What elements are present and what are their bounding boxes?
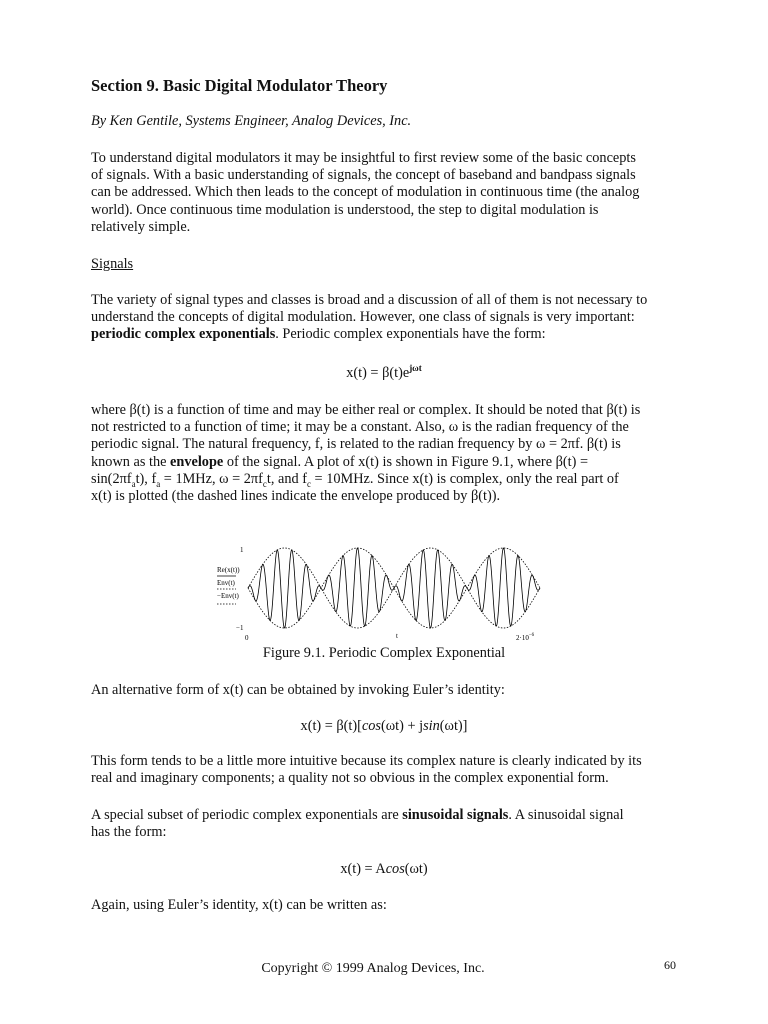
equation-exponent: jωt [409, 363, 422, 374]
paragraph-text: of the signal. A plot of x(t) is shown in Figure 9.1, where β(t) = [223, 453, 589, 470]
y-bottom-tick: −1 [236, 624, 244, 632]
intro-line: can be addressed. Which then leads to the concept of modulation in continuous time (the analog [91, 184, 640, 201]
alt-paragraph: An alternative form of x(t) can be obtained by invoking Euler’s identity: [91, 682, 505, 698]
paragraph-text: . A sinusoidal signal [508, 807, 624, 823]
x-right-tick-base: 2·10 [516, 634, 529, 642]
paragraph-line: This form tends to be a little more intuitive because its complex nature is clearly indicated by its [91, 753, 642, 769]
sinusoid-paragraph [91, 807, 624, 841]
paragraph-text: t), f [135, 470, 157, 487]
paragraph-text: . Periodic complex exponentials have the form: [275, 326, 546, 343]
subscript: c [306, 478, 311, 489]
plot-area [248, 548, 540, 628]
footer-copyright: Copyright © 1999 Analog Devices, Inc. [261, 961, 485, 976]
paragraph-line [91, 471, 640, 488]
equation-part: (ωt)] [439, 718, 468, 734]
signals-paragraph [91, 292, 647, 344]
paragraph-text: known as the [91, 453, 171, 470]
legend-label-negenv: −Env(t) [217, 592, 239, 600]
paragraph-line: where β(t) is a function of time and may be either real or complex. It should be noted that β(t) is [91, 402, 641, 418]
bold-term: sinusoidal signals [402, 807, 509, 823]
paragraph-text: A special subset of periodic complex exponentials are [91, 807, 403, 823]
paragraph-line [91, 807, 624, 824]
paragraph-line [91, 326, 647, 343]
y-top-tick: 1 [240, 546, 244, 554]
equation-euler [0, 718, 768, 735]
figure-plot [210, 538, 560, 642]
series-envelope [248, 548, 540, 588]
series-negative-envelope [248, 588, 540, 628]
subscript: a [131, 478, 136, 489]
paragraph-line: understand the concepts of digital modulation. However, one class of signals is very important: [91, 309, 635, 326]
byline: By Ken Gentile, Systems Engineer, Analog Devices, Inc. [91, 113, 412, 129]
intro-line: world). Once continuous time modulation is understood, the step to digital modulation is [91, 201, 599, 218]
plot-svg [210, 538, 560, 642]
intro-line: of signals. With a basic understanding of signals, the concept of baseband and bandpass signals [91, 167, 636, 184]
page-number: 60 [664, 958, 676, 972]
figure-caption: Figure 9.1. Periodic Complex Exponential [262, 645, 506, 661]
subscript: a [156, 478, 161, 489]
equation-cos: cos [361, 718, 381, 734]
where-paragraph [91, 402, 640, 505]
series-re-x [248, 548, 540, 628]
intuitive-paragraph [91, 753, 642, 787]
paragraph-text: = 1MHz, ω = 2πf [160, 470, 263, 487]
intro-line: relatively simple. [91, 218, 191, 235]
paragraph-line: has the form: [91, 824, 167, 841]
paragraph-line: not restricted to a function of time; it may be a constant. Also, ω is the radian frequency of the [91, 419, 629, 436]
x-left-tick: 0 [245, 634, 249, 642]
subscript: c [262, 478, 267, 489]
equation-part: x(t) = A [340, 861, 386, 877]
paragraph-text: t, and f [266, 470, 307, 487]
intro-line: To understand digital modulators it may be insightful to first review some of the basic concepts [91, 150, 636, 166]
x-right-tick [516, 633, 535, 642]
x-right-tick-exponent: −6 [528, 633, 535, 638]
section-title: Section 9. Basic Digital Modulator Theory [91, 76, 388, 95]
paragraph-line: real and imaginary components; a quality not so obvious in the complex exponential form. [91, 770, 609, 787]
equation-complex-exponential [0, 365, 768, 382]
paragraph-text: sin(2πf [91, 470, 132, 487]
x-axis-label: t [396, 632, 398, 640]
paragraph-text: = 10MHz. Since x(t) is complex, only the real part of [310, 470, 619, 487]
paragraph-line: periodic signal. The natural frequency, f, is related to the radian frequency by ω = 2πf. β(t) is [91, 436, 621, 453]
equation-sin: sin [423, 718, 440, 734]
legend-label-re: Re(x(t)) [217, 566, 240, 574]
equation-sinusoid [0, 861, 768, 878]
equation-lhs: x(t) = β(t)e [346, 365, 410, 381]
paragraph-line: The variety of signal types and classes is broad and a discussion of all of them is not necessary to [91, 292, 648, 308]
again-paragraph: Again, using Euler’s identity, x(t) can be written as: [91, 897, 387, 913]
equation-part: (ωt) + j [381, 718, 424, 734]
equation-part: x(t) = β(t)[ [300, 718, 362, 734]
paragraph-line: x(t) is plotted (the dashed lines indicate the envelope produced by β(t)). [91, 488, 501, 505]
bold-term: envelope [170, 453, 224, 470]
bold-term: periodic complex exponentials [91, 326, 276, 343]
signals-heading: Signals [91, 256, 134, 272]
legend-label-env: Env(t) [217, 579, 235, 587]
paragraph-line [91, 454, 640, 471]
intro-paragraph [91, 150, 639, 236]
equation-cos: cos [385, 861, 405, 877]
equation-part: (ωt) [404, 861, 428, 877]
